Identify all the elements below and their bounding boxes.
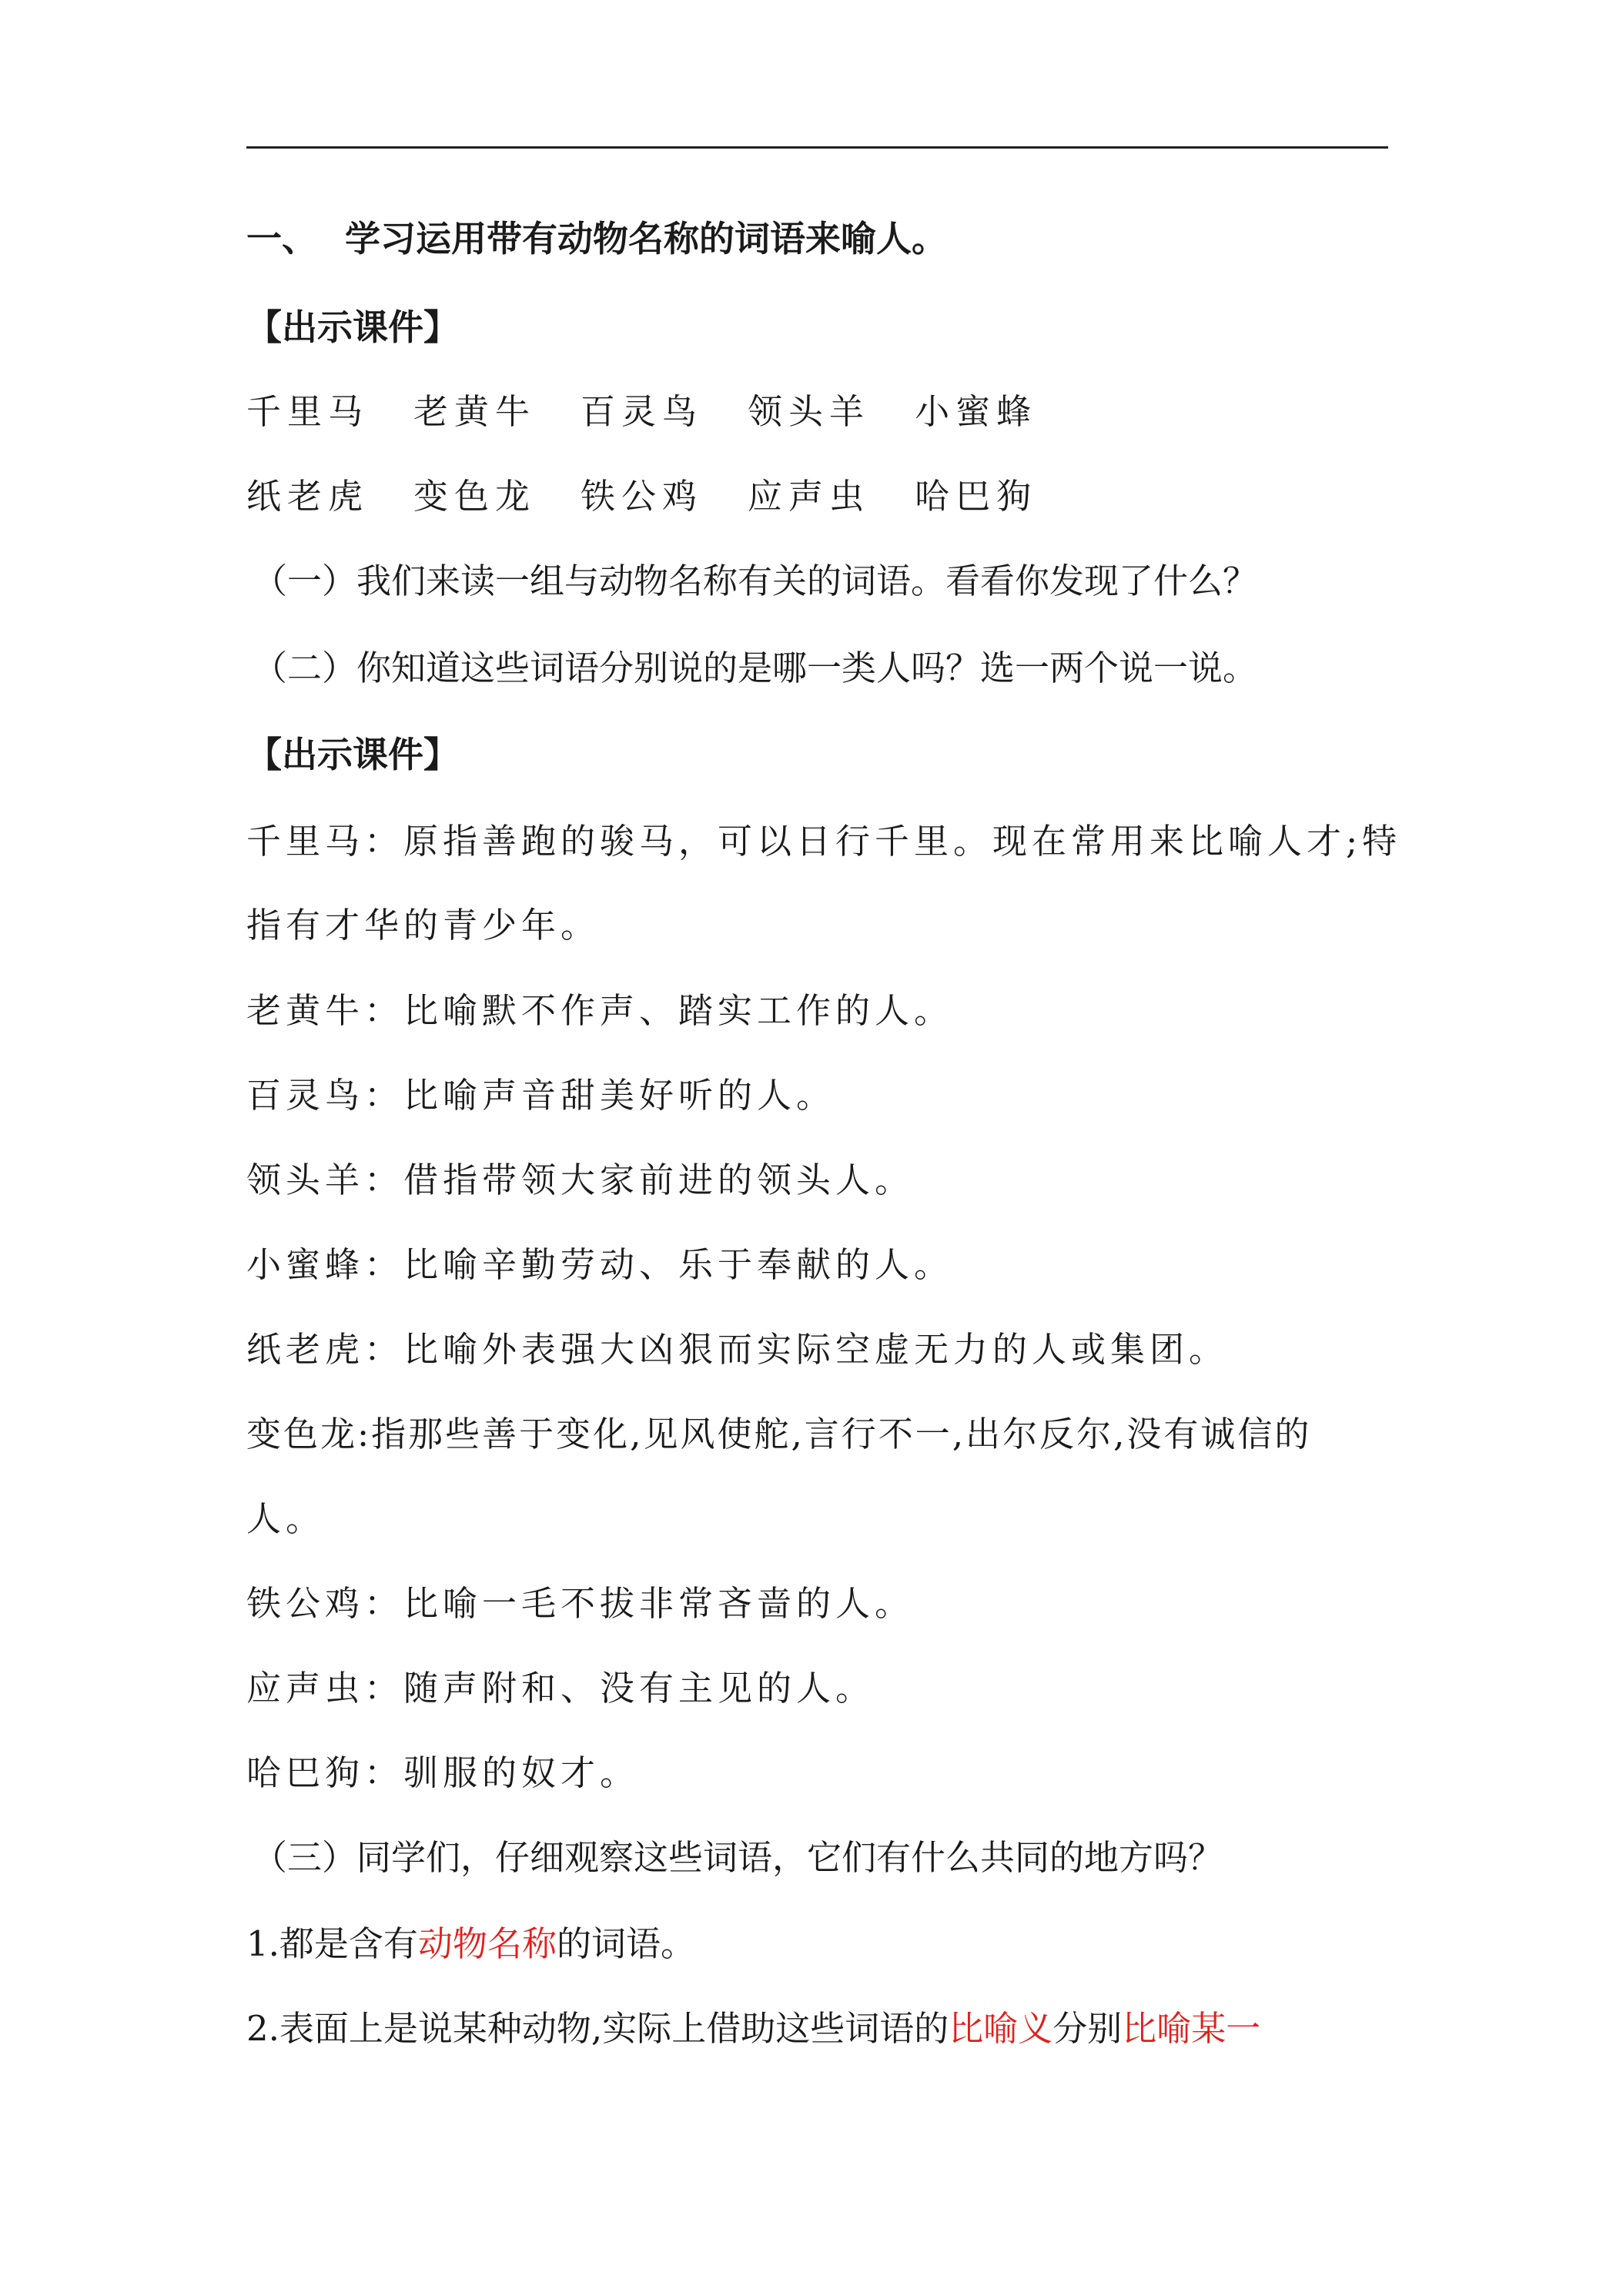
section-heading — [246, 216, 1394, 262]
header-rule — [246, 146, 1388, 149]
word: 哈巴狗 — [915, 476, 1038, 517]
show-courseware-label-1: 【出示课件】 — [246, 306, 459, 348]
question-1: （一）我们来读一组与动物名称有关的词语。看看你发现了什么？ — [253, 561, 1258, 601]
definition-yingshengchong: 应声虫：随声附和、没有主见的人。 — [246, 1668, 875, 1709]
point-2-middle: 分别 — [1052, 2008, 1123, 2049]
definition-lingtouyang: 领头羊：借指带领大家前进的领头人。 — [246, 1160, 915, 1200]
definition-laohuangniu: 老黄牛：比喻默不作声、踏实工作的人。 — [246, 990, 954, 1031]
show-courseware-label-2: 【出示课件】 — [246, 734, 459, 775]
point-2-highlight-2: 比喻某一 — [1122, 2008, 1261, 2049]
question-2: （二）你知道这些词语分别说的是哪一类人吗？选一两个说一说。 — [253, 648, 1258, 688]
point-1 — [246, 1921, 1394, 1967]
definition-tiegongji: 铁公鸡：比喻一毛不拔非常吝啬的人。 — [246, 1583, 915, 1624]
word: 纸老虎 — [246, 476, 370, 517]
word: 变色龙 — [413, 476, 537, 517]
word-row-2 — [246, 474, 1394, 520]
definition-qianlima: 千里马：原指善跑的骏马，可以日行千里。现在常用来比喻人才;特 — [246, 821, 1402, 862]
word: 应声虫 — [748, 476, 871, 517]
definition-habagou: 哈巴狗：驯服的奴才。 — [246, 1752, 640, 1793]
definition-zhilaohu: 纸老虎：比喻外表强大凶狠而实际空虚无力的人或集团。 — [246, 1329, 1229, 1370]
word: 铁公鸡 — [581, 476, 704, 517]
definition-qianlima-cont: 指有才华的青少年。 — [246, 905, 601, 946]
word: 领头羊 — [748, 391, 871, 432]
point-1-suffix: 的词语。 — [556, 1923, 695, 1964]
point-1-highlight: 动物名称 — [417, 1923, 557, 1964]
word: 老黄牛 — [413, 391, 537, 432]
point-2-highlight-1: 比喻义 — [949, 2008, 1053, 2049]
section-number: 一、 — [246, 218, 317, 259]
definition-bailingniao: 百灵鸟：比喻声音甜美好听的人。 — [246, 1075, 836, 1116]
word: 小蜜蜂 — [915, 391, 1038, 432]
definition-bianselong-cont: 人。 — [246, 1498, 326, 1539]
question-3: （三）同学们，仔细观察这些词语，它们有什么共同的地方吗？ — [253, 1837, 1223, 1878]
section-title: 学习运用带有动物名称的词语来喻人。 — [345, 218, 947, 259]
word: 千里马 — [246, 391, 370, 432]
word: 百灵鸟 — [581, 391, 704, 432]
word-row-1 — [246, 389, 1394, 435]
point-1-prefix: 1.都是含有 — [246, 1923, 418, 1964]
point-2-prefix: 2.表面上是说某种动物,实际上借助这些词语的 — [246, 2008, 949, 2049]
definition-xiaomifeng: 小蜜蜂：比喻辛勤劳动、乐于奉献的人。 — [246, 1244, 954, 1285]
definition-bianselong: 变色龙:指那些善于变化,见风使舵,言行不一,出尔反尔,没有诚信的 — [246, 1414, 1312, 1454]
point-2 — [246, 2006, 1394, 2052]
